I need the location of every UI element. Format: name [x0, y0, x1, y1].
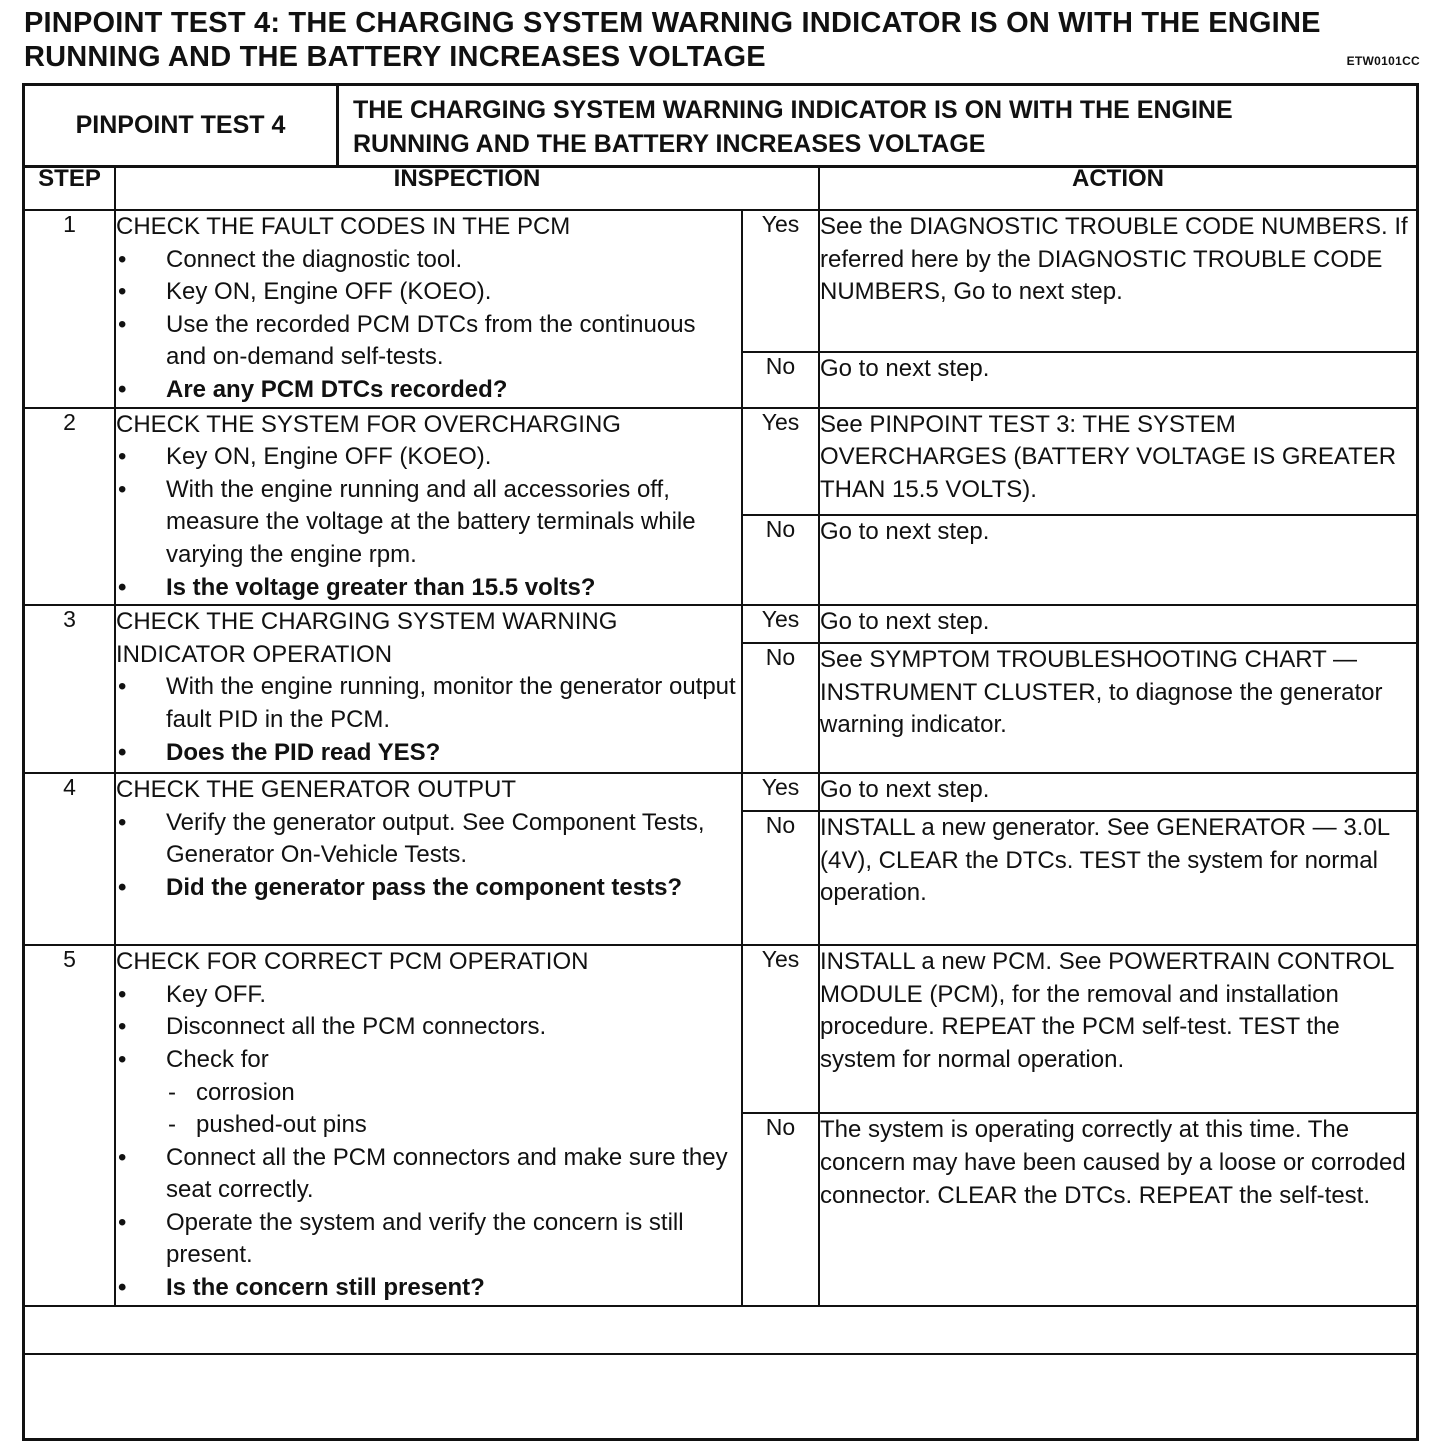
step-row-4 — [25, 773, 1416, 811]
no-action: The system is operating correctly at this time. The concern may have been caused by a loose or corroded connector. CLEAR the DTCs. REPEAT the self-test. — [819, 1113, 1416, 1305]
step-number: 2 — [25, 408, 115, 606]
step-number: 4 — [25, 773, 115, 945]
step-item: • Key ON, Engine OFF (KOEO). — [116, 441, 741, 474]
col-header-inspection: INSPECTION — [115, 165, 819, 210]
yes-action: Go to next step. — [819, 773, 1416, 811]
step-row-5 — [25, 945, 1416, 1113]
step-items — [116, 807, 741, 905]
step-row-3 — [25, 605, 1416, 643]
step-number: 3 — [25, 605, 115, 773]
no-action: See SYMPTOM TROUBLESHOOTING CHART — INSTRUMENT CLUSTER, to diagnose the generator warning indicator. — [819, 643, 1416, 773]
step-items — [116, 979, 741, 1305]
step-items — [116, 441, 741, 604]
yes-label: Yes — [742, 945, 819, 1113]
step-items — [116, 671, 741, 769]
yes-label: Yes — [742, 605, 819, 643]
step-question: • Is the voltage greater than 15.5 volts? — [116, 572, 741, 605]
step-heading: CHECK THE CHARGING SYSTEM WARNING INDICATOR OPERATION — [116, 608, 618, 668]
yes-action: See PINPOINT TEST 3: THE SYSTEM OVERCHARGES (BATTERY VOLTAGE IS GREATER THAN 15.5 VOLTS). — [819, 408, 1416, 515]
step-row-2 — [25, 408, 1416, 515]
no-label: No — [742, 352, 819, 407]
no-label: No — [742, 643, 819, 773]
step-item: • Connect the diagnostic tool. — [116, 244, 741, 277]
step-question: • Are any PCM DTCs recorded? — [116, 374, 741, 407]
step-row-1 — [25, 210, 1416, 352]
col-header-step: STEP — [25, 165, 115, 210]
step-question: • Did the generator pass the component tests? — [116, 872, 741, 905]
no-action: Go to next step. — [819, 352, 1416, 407]
column-header-row — [25, 165, 1416, 210]
col-header-action: ACTION — [819, 165, 1416, 210]
step-item: • With the engine running and all accessories off, measure the voltage at the battery terminals while varying the engine rpm. — [116, 474, 741, 572]
steps-table — [25, 165, 1416, 1355]
pinpoint-description-line-1: THE CHARGING SYSTEM WARNING INDICATOR IS ON WITH THE ENGINE — [353, 96, 1233, 124]
yes-label: Yes — [742, 408, 819, 515]
step-item: • Verify the generator output. See Component Tests, Generator On-Vehicle Tests. — [116, 807, 741, 872]
step-heading: CHECK THE FAULT CODES IN THE PCM — [116, 213, 571, 240]
step-inspection — [115, 408, 742, 606]
step-item: • Operate the system and verify the concern is still present. — [116, 1207, 741, 1272]
yes-action: See the DIAGNOSTIC TROUBLE CODE NUMBERS. If referred here by the DIAGNOSTIC TROUBLE CODE NUMBERS, Go to next step. — [819, 210, 1416, 352]
title-line-1: PINPOINT TEST 4: THE CHARGING SYSTEM WARNING INDICATOR IS ON WITH THE ENGINE — [24, 7, 1321, 39]
yes-label: Yes — [742, 210, 819, 352]
step-item: • Key OFF. — [116, 979, 741, 1012]
page-title — [24, 6, 1424, 74]
title-line-2: RUNNING AND THE BATTERY INCREASES VOLTAGE — [24, 41, 766, 73]
pinpoint-label: PINPOINT TEST 4 — [25, 86, 339, 165]
step-heading: CHECK THE SYSTEM FOR OVERCHARGING — [116, 410, 621, 438]
step-heading: CHECK FOR CORRECT PCM OPERATION — [116, 948, 589, 976]
no-action: INSTALL a new generator. See GENERATOR — 3.0L (4V), CLEAR the DTCs. TEST the system for normal operation. — [819, 811, 1416, 945]
pinpoint-header — [25, 86, 1416, 168]
table-footer-cell — [25, 1306, 1416, 1354]
step-item: • Use the recorded PCM DTCs from the continuous and on-demand self-tests. — [116, 309, 741, 374]
yes-action: Go to next step. — [819, 605, 1416, 643]
step-item: • Connect all the PCM connectors and make sure they seat correctly. — [116, 1142, 741, 1207]
step-item: • Disconnect all the PCM connectors. — [116, 1011, 741, 1044]
pinpoint-description — [353, 93, 1403, 161]
yes-action: INSTALL a new PCM. See POWERTRAIN CONTROL MODULE (PCM), for the removal and installation procedure. REPEAT the PCM self-test. TEST the system for normal operation. — [819, 945, 1416, 1113]
step-subitem: - pushed-out pins — [116, 1109, 741, 1142]
table-footer-row — [25, 1306, 1416, 1354]
step-item: • Key ON, Engine OFF (KOEO). — [116, 276, 741, 309]
step-inspection — [115, 210, 742, 408]
step-heading: CHECK THE GENERATOR OUTPUT — [116, 776, 517, 804]
step-subitem: - corrosion — [116, 1077, 741, 1110]
no-label: No — [742, 515, 819, 605]
step-number: 5 — [25, 945, 115, 1306]
step-inspection — [115, 945, 742, 1306]
step-question: • Is the concern still present? — [116, 1272, 741, 1305]
figure-code: ETW0101CC — [1346, 54, 1420, 68]
step-number: 1 — [25, 210, 115, 408]
step-question: • Does the PID read YES? — [116, 737, 741, 770]
yes-label: Yes — [742, 773, 819, 811]
no-label: No — [742, 811, 819, 945]
step-item: • With the engine running, monitor the generator output fault PID in the PCM. — [116, 671, 741, 736]
pinpoint-table — [22, 83, 1419, 1441]
step-inspection — [115, 773, 742, 945]
step-item: • Check for — [116, 1044, 741, 1077]
no-action: Go to next step. — [819, 515, 1416, 605]
pinpoint-description-line-2: RUNNING AND THE BATTERY INCREASES VOLTAGE — [353, 130, 986, 158]
step-items — [116, 244, 741, 407]
step-inspection — [115, 605, 742, 773]
no-label: No — [742, 1113, 819, 1305]
